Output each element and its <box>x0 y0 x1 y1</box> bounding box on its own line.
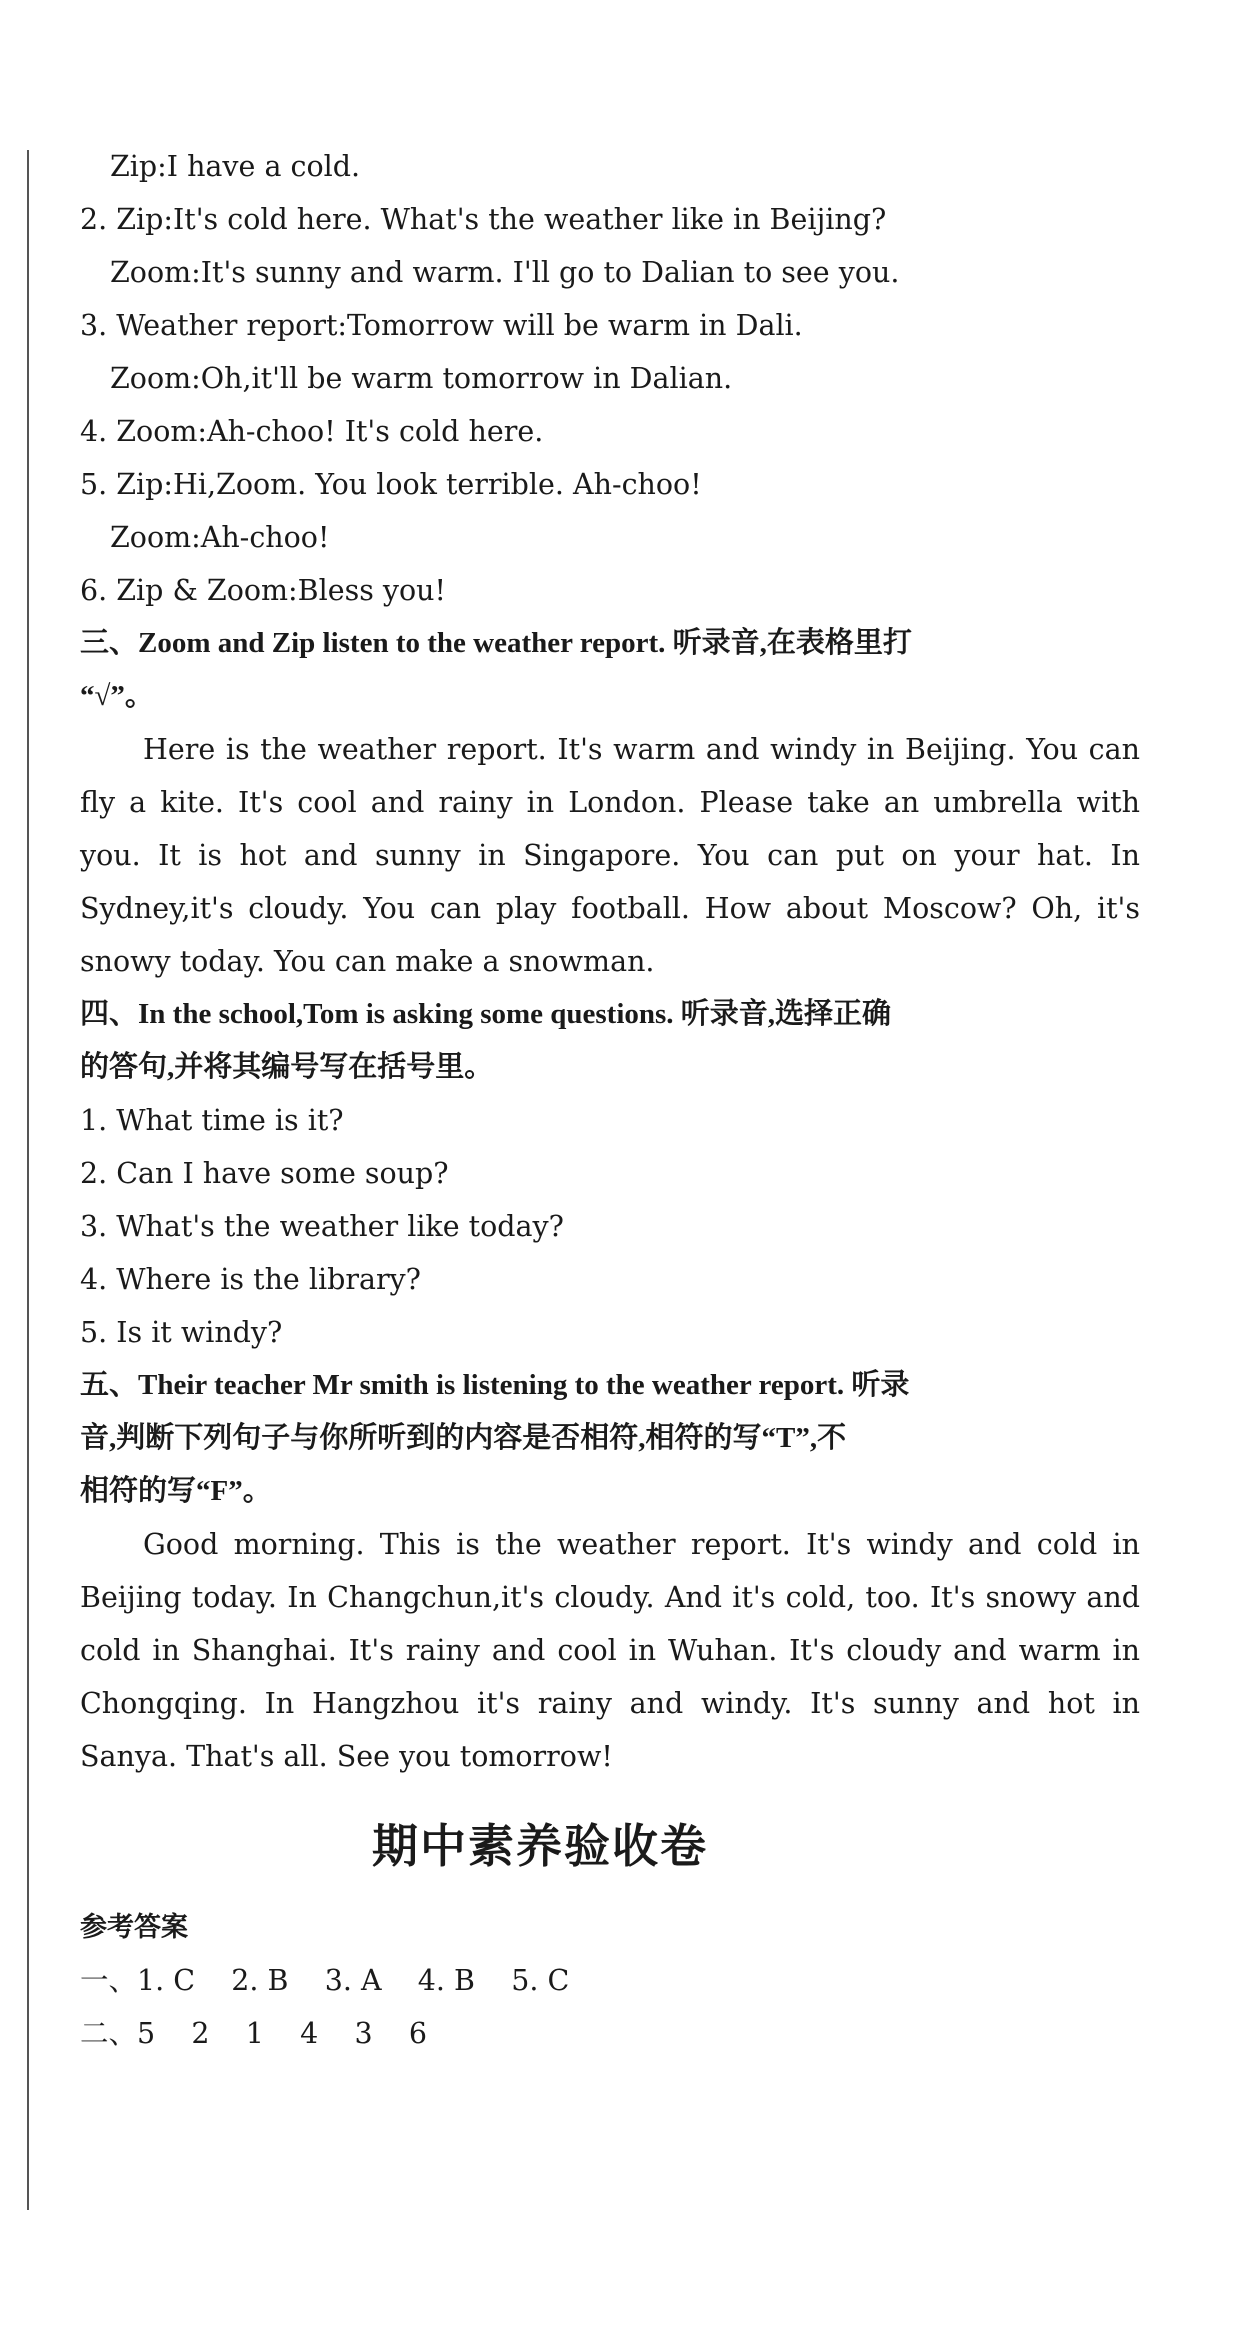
dialogue-line: 6. Zip & Zoom:Bless you! <box>80 574 446 607</box>
section3-heading-cont: “√”。 <box>80 680 154 712</box>
dialogue-line: 2. Zip:It's cold here. What's the weather like in Beijing? <box>80 203 887 236</box>
question-item: 1. What time is it? <box>80 1104 344 1137</box>
section5 <box>80 1359 1140 1783</box>
section5-passage <box>80 1518 1140 1783</box>
section3-passage <box>80 723 1140 988</box>
answer-key-label: 参考答案 <box>80 1912 188 1943</box>
question-item: 5. Is it windy? <box>80 1316 283 1349</box>
dialogue-line: Zoom:It's sunny and warm. I'll go to Dalian to see you. <box>110 256 900 289</box>
dialogue-line: 3. Weather report:Tomorrow will be warm in Dali. <box>80 309 803 342</box>
section2-dialogue <box>80 140 1140 617</box>
section5-heading-cont: 相符的写“F”。 <box>80 1475 272 1507</box>
document-page <box>80 140 1140 2060</box>
section4-heading: 四、In the school,Tom is asking some questions. 听录音,选择正确 <box>80 998 892 1030</box>
section3 <box>80 617 1140 988</box>
dialogue-line: Zoom:Oh,it'll be warm tomorrow in Dalian. <box>110 362 733 395</box>
question-item: 3. What's the weather like today? <box>80 1210 564 1243</box>
dialogue-line: 5. Zip:Hi,Zoom. You look terrible. Ah-choo! <box>80 468 702 501</box>
section4-heading-cont: 的答句,并将其编号写在括号里。 <box>80 1051 494 1083</box>
answer-line: 一、1. C 2. B 3. A 4. B 5. C <box>80 1964 570 1997</box>
left-margin-rule <box>27 150 29 2210</box>
section4 <box>80 988 1140 1359</box>
question-item: 2. Can I have some soup? <box>80 1157 449 1190</box>
section5-heading: 五、Their teacher Mr smith is listening to the weather report. 听录 <box>80 1369 910 1401</box>
midterm-title: 期中素养验收卷 <box>372 1819 708 1873</box>
section5-heading-cont: 音,判断下列句子与你所听到的内容是否相符,相符的写“T”,不 <box>80 1422 847 1454</box>
answer-line: 二、5 2 1 4 3 6 <box>80 2017 427 2050</box>
dialogue-line: Zoom:Ah-choo! <box>110 521 330 554</box>
passage-text: Good morning. This is the weather report. It's windy and cold in Beijing today. In Changchun,it's cloudy. And it's cold, too. It's snowy and cold in Shanghai. It's rainy and cool in Wuhan. It's cloudy and warm in Chongqing. In Hangzhou it's rainy and windy. It's sunny and hot in Sanya. That's all. See you tomorrow! <box>80 1528 1140 1773</box>
passage-text: Here is the weather report. It's warm and windy in Beijing. You can fly a kite. It's cool and rainy in London. Please take an umbrella with you. It is hot and sunny in Singapore. You can put on your hat. In Sydney,it's cloudy. You can play football. How about Moscow? Oh, it's snowy today. You can make a snowman. <box>80 733 1140 978</box>
question-item: 4. Where is the library? <box>80 1263 421 1296</box>
dialogue-line: 4. Zoom:Ah-choo! It's cold here. <box>80 415 544 448</box>
dialogue-line: Zip:I have a cold. <box>110 150 361 183</box>
section3-heading: 三、Zoom and Zip listen to the weather report. 听录音,在表格里打 <box>80 627 912 659</box>
